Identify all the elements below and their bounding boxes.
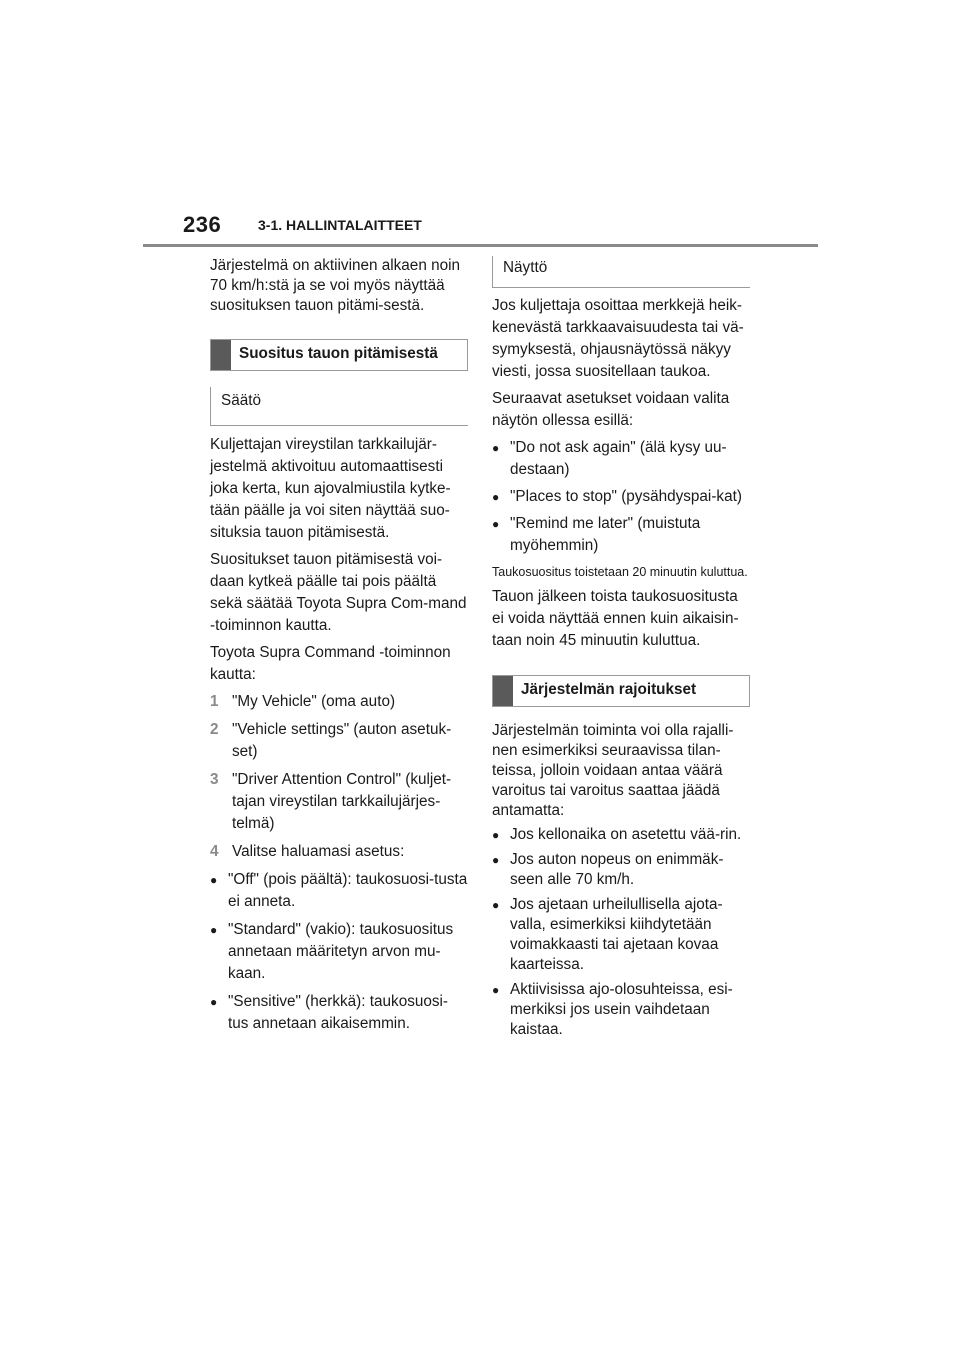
- section-heading-bar: [211, 340, 231, 370]
- bullet-icon: ●: [210, 995, 218, 1009]
- right-column: [492, 256, 750, 1040]
- list-item: [492, 437, 750, 481]
- section-heading-text: Järjestelmän rajoitukset: [521, 681, 697, 698]
- list-item: [210, 991, 468, 1035]
- list-item: [492, 980, 750, 1040]
- step-number: 1: [210, 693, 219, 710]
- list-item-text: "Off" (pois päältä): taukosuosi-tusta ei anneta.: [228, 871, 468, 910]
- note-text: Taukosuositus toistetaan 20 minuutin kuluttua.: [492, 565, 748, 579]
- paragraph-via-command: Toyota Supra Command -toiminnon kautta:: [210, 644, 451, 683]
- bullet-icon: ●: [492, 898, 500, 912]
- paragraph-toggle: Suositukset tauon pitämisestä voi-daan kytkeä päälle tai pois päältä sekä säätää Toyota Supra Com-mand -toiminnon kautta.: [210, 551, 467, 634]
- step-item: [210, 841, 468, 863]
- section-heading-text: Suositus tauon pitämisestä: [239, 345, 438, 362]
- list-item: [492, 895, 750, 975]
- step-text: "My Vehicle" (oma auto): [232, 693, 396, 710]
- list-item-text: "Do not ask again" (älä kysy uu-destaan): [510, 439, 727, 478]
- step-text: "Driver Attention Control" (kuljet-tajan vireystilan tarkkailujärjes-telmä): [232, 771, 452, 832]
- list-item: [492, 513, 750, 557]
- step-number: 2: [210, 721, 219, 738]
- list-item-text: Jos kellonaika on asetettu vää-rin.: [510, 826, 742, 843]
- left-column: [210, 256, 468, 1035]
- paragraph-after-break: Tauon jälkeen toista taukosuositusta ei voida näyttää ennen kuin aikaisin-taan noin 45 minuutin kuluttua.: [492, 588, 739, 649]
- bullet-icon: ●: [492, 983, 500, 997]
- bullet-icon: ●: [492, 441, 500, 455]
- bullet-icon: ●: [492, 828, 500, 842]
- step-number: 4: [210, 843, 219, 860]
- step-item: [210, 769, 468, 835]
- list-item: [492, 486, 750, 508]
- paragraph-limitations: Järjestelmän toiminta voi olla rajalli-nen esimerkiksi seuraavissa tilan-teissa, jolloin voidaan antaa väärä varoitus tai varoitus saattaa jäädä antamatta:: [492, 722, 734, 819]
- list-item-text: "Sensitive" (herkkä): taukosuosi-tus annetaan aikaisemmin.: [228, 993, 449, 1032]
- bullet-icon: ●: [210, 923, 218, 937]
- list-item-text: Jos ajetaan urheilullisella ajota-valla, esimerkiksi kiihdytetään voimakkaasti tai ajetaan kovaa kaarteissa.: [510, 896, 723, 973]
- list-item-text: "Remind me later" (muistuta myöhemmin): [510, 515, 701, 554]
- subsection-heading-display: [492, 256, 750, 288]
- bullet-icon: ●: [492, 853, 500, 867]
- page-number: 236: [183, 212, 222, 237]
- bullet-icon: ●: [210, 873, 218, 887]
- list-item-text: "Places to stop" (pysähdyspai-kat): [510, 488, 742, 505]
- bullet-icon: ●: [492, 490, 500, 504]
- list-item: [210, 869, 468, 913]
- list-item: [492, 825, 750, 845]
- subsection-heading-text: Näyttö: [503, 259, 548, 276]
- header-divider: [143, 244, 818, 247]
- list-item: [492, 850, 750, 890]
- step-text: Valitse haluamasi asetus:: [232, 843, 405, 860]
- list-item-text: Aktiivisissa ajo-olosuhteissa, esi-merkiksi jos usein vaihdetaan kaistaa.: [510, 981, 733, 1038]
- subsection-heading-text: Säätö: [221, 392, 261, 409]
- step-item: [210, 691, 468, 713]
- step-item: [210, 719, 468, 763]
- section-heading-limitations: [492, 675, 750, 707]
- options-list: [210, 869, 468, 1035]
- intro-paragraph: Järjestelmä on aktiivinen alkaen noin 70 km/h:stä ja se voi myös näyttää suosituksen tauon pitämi-sestä.: [210, 257, 460, 314]
- list-item-text: "Standard" (vakio): taukosuositus annetaan määritetyn arvon mu-kaan.: [228, 921, 454, 982]
- chapter-title: 3-1. HALLINTALAITTEET: [258, 217, 422, 233]
- subsection-heading-adjustment: [210, 387, 468, 426]
- paragraph-display-options: Seuraavat asetukset voidaan valita näytön ollessa esillä:: [492, 390, 730, 429]
- paragraph-activation: Kuljettajan vireystilan tarkkailujär-jestelmä aktivoituu automaattisesti joka kerta, kun ajovalmiustila kytke-tään päälle ja voi siten näyttää suo-situksia tauon pitämisestä.: [210, 436, 451, 541]
- list-item: [210, 919, 468, 985]
- step-text: "Vehicle settings" (auton asetuk-set): [232, 721, 452, 760]
- section-heading-break-recommendation: [210, 339, 468, 371]
- display-options-list: [492, 437, 750, 557]
- steps-list: [210, 691, 468, 863]
- list-item-text: Jos auton nopeus on enimmäk-seen alle 70 km/h.: [510, 851, 724, 888]
- bullet-icon: ●: [492, 517, 500, 531]
- step-number: 3: [210, 771, 219, 788]
- section-heading-bar: [493, 676, 513, 706]
- paragraph-display-message: Jos kuljettaja osoittaa merkkejä heik-kenevästä tarkkaavaisuudesta tai vä-symyksestä, ohjausnäytössä näkyy viesti, jossa suositellaan taukoa.: [492, 297, 744, 380]
- limitations-list: [492, 825, 750, 1040]
